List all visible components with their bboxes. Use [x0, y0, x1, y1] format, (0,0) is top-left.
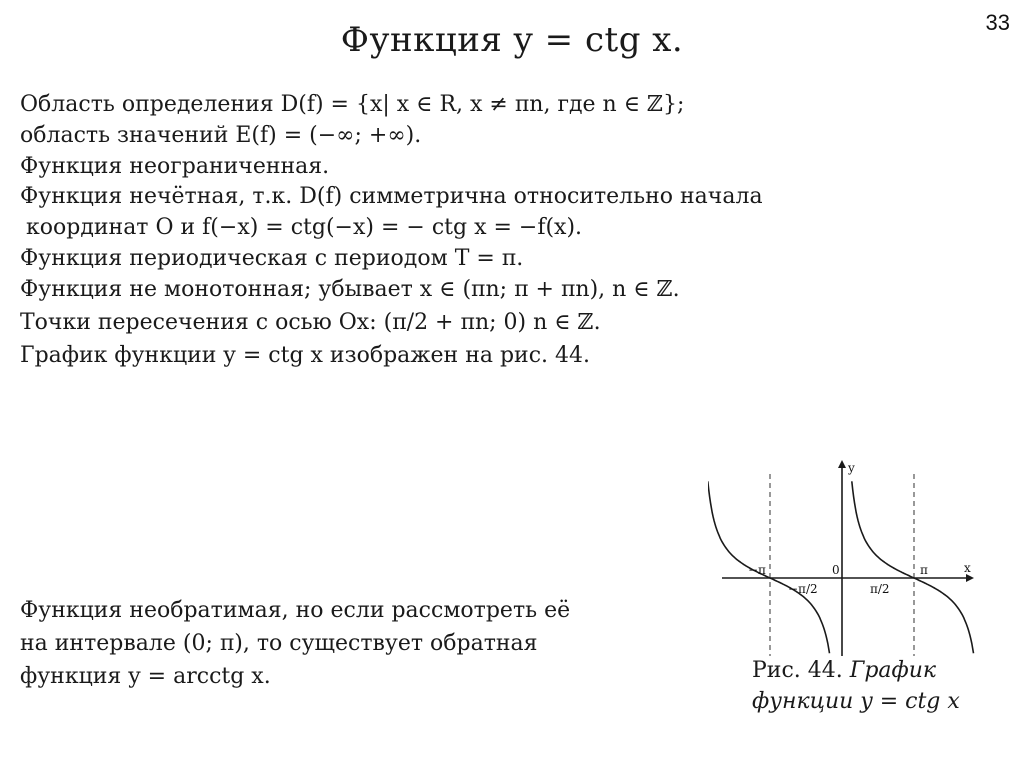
properties-text: [20, 92, 900, 373]
odd-proof-line: координат O и f(−x) = ctg(−x) = − ctg x = −f(x).: [26, 215, 583, 241]
inverse-line-2: на интервале (0; π), то существует обратная: [20, 631, 538, 656]
tick-label-half-pi: π/2: [870, 582, 890, 596]
tick-label-minus-pi: −π: [748, 563, 766, 577]
caption-line-2: функции y = ctg x: [752, 688, 960, 714]
x-axis-arrow: [966, 574, 974, 582]
curve-branch-center: [852, 481, 974, 653]
unbounded-line: Функция неограниченная.: [20, 153, 330, 179]
curve-branch-left: [708, 481, 830, 653]
inverse-line-1: Функция необратимая, но если рассмотреть её: [20, 598, 571, 623]
range-line: область значений E(f) = (−∞; +∞).: [20, 122, 422, 148]
slide-title: Функция y = ctg x.: [340, 20, 684, 60]
monotonic-line: Функция не монотонная; убывает x ∈ (πn; π + πn), n ∈ ℤ.: [20, 276, 680, 302]
inverse-line-3: функция y = arcctg x.: [20, 664, 271, 689]
domain-line: Область определения D(f) = {x| x ∈ R, x ≠ πn, где n ∈ ℤ};: [20, 92, 685, 117]
graph-reference-line: График функции y = ctg x изображен на рис. 44.: [20, 342, 591, 368]
tick-label-minus-half-pi: −π/2: [788, 582, 818, 596]
periodic-line: Функция периодическая с периодом T = π.: [20, 246, 524, 272]
cotangent-graph: [708, 452, 988, 657]
figure-caption: [752, 656, 1012, 718]
caption-prefix: Рис. 44.: [752, 658, 843, 683]
inverse-function-text: [20, 594, 580, 693]
caption-emphasis: График: [849, 658, 937, 683]
caption-line-1: [752, 656, 1012, 687]
zeros-line: Точки пересечения с осью Ох: (π/2 + πn; 0) n ∈ ℤ.: [20, 309, 601, 335]
origin-label: 0: [832, 563, 840, 577]
y-axis-label: y: [848, 461, 855, 475]
y-axis-arrow: [838, 460, 846, 468]
tick-label-pi: π: [920, 563, 928, 577]
odd-line: Функция нечётная, т.к. D(f) симметрична относительно начала: [20, 184, 763, 210]
page-number: 33: [985, 10, 1010, 35]
x-axis-label: x: [964, 561, 971, 575]
